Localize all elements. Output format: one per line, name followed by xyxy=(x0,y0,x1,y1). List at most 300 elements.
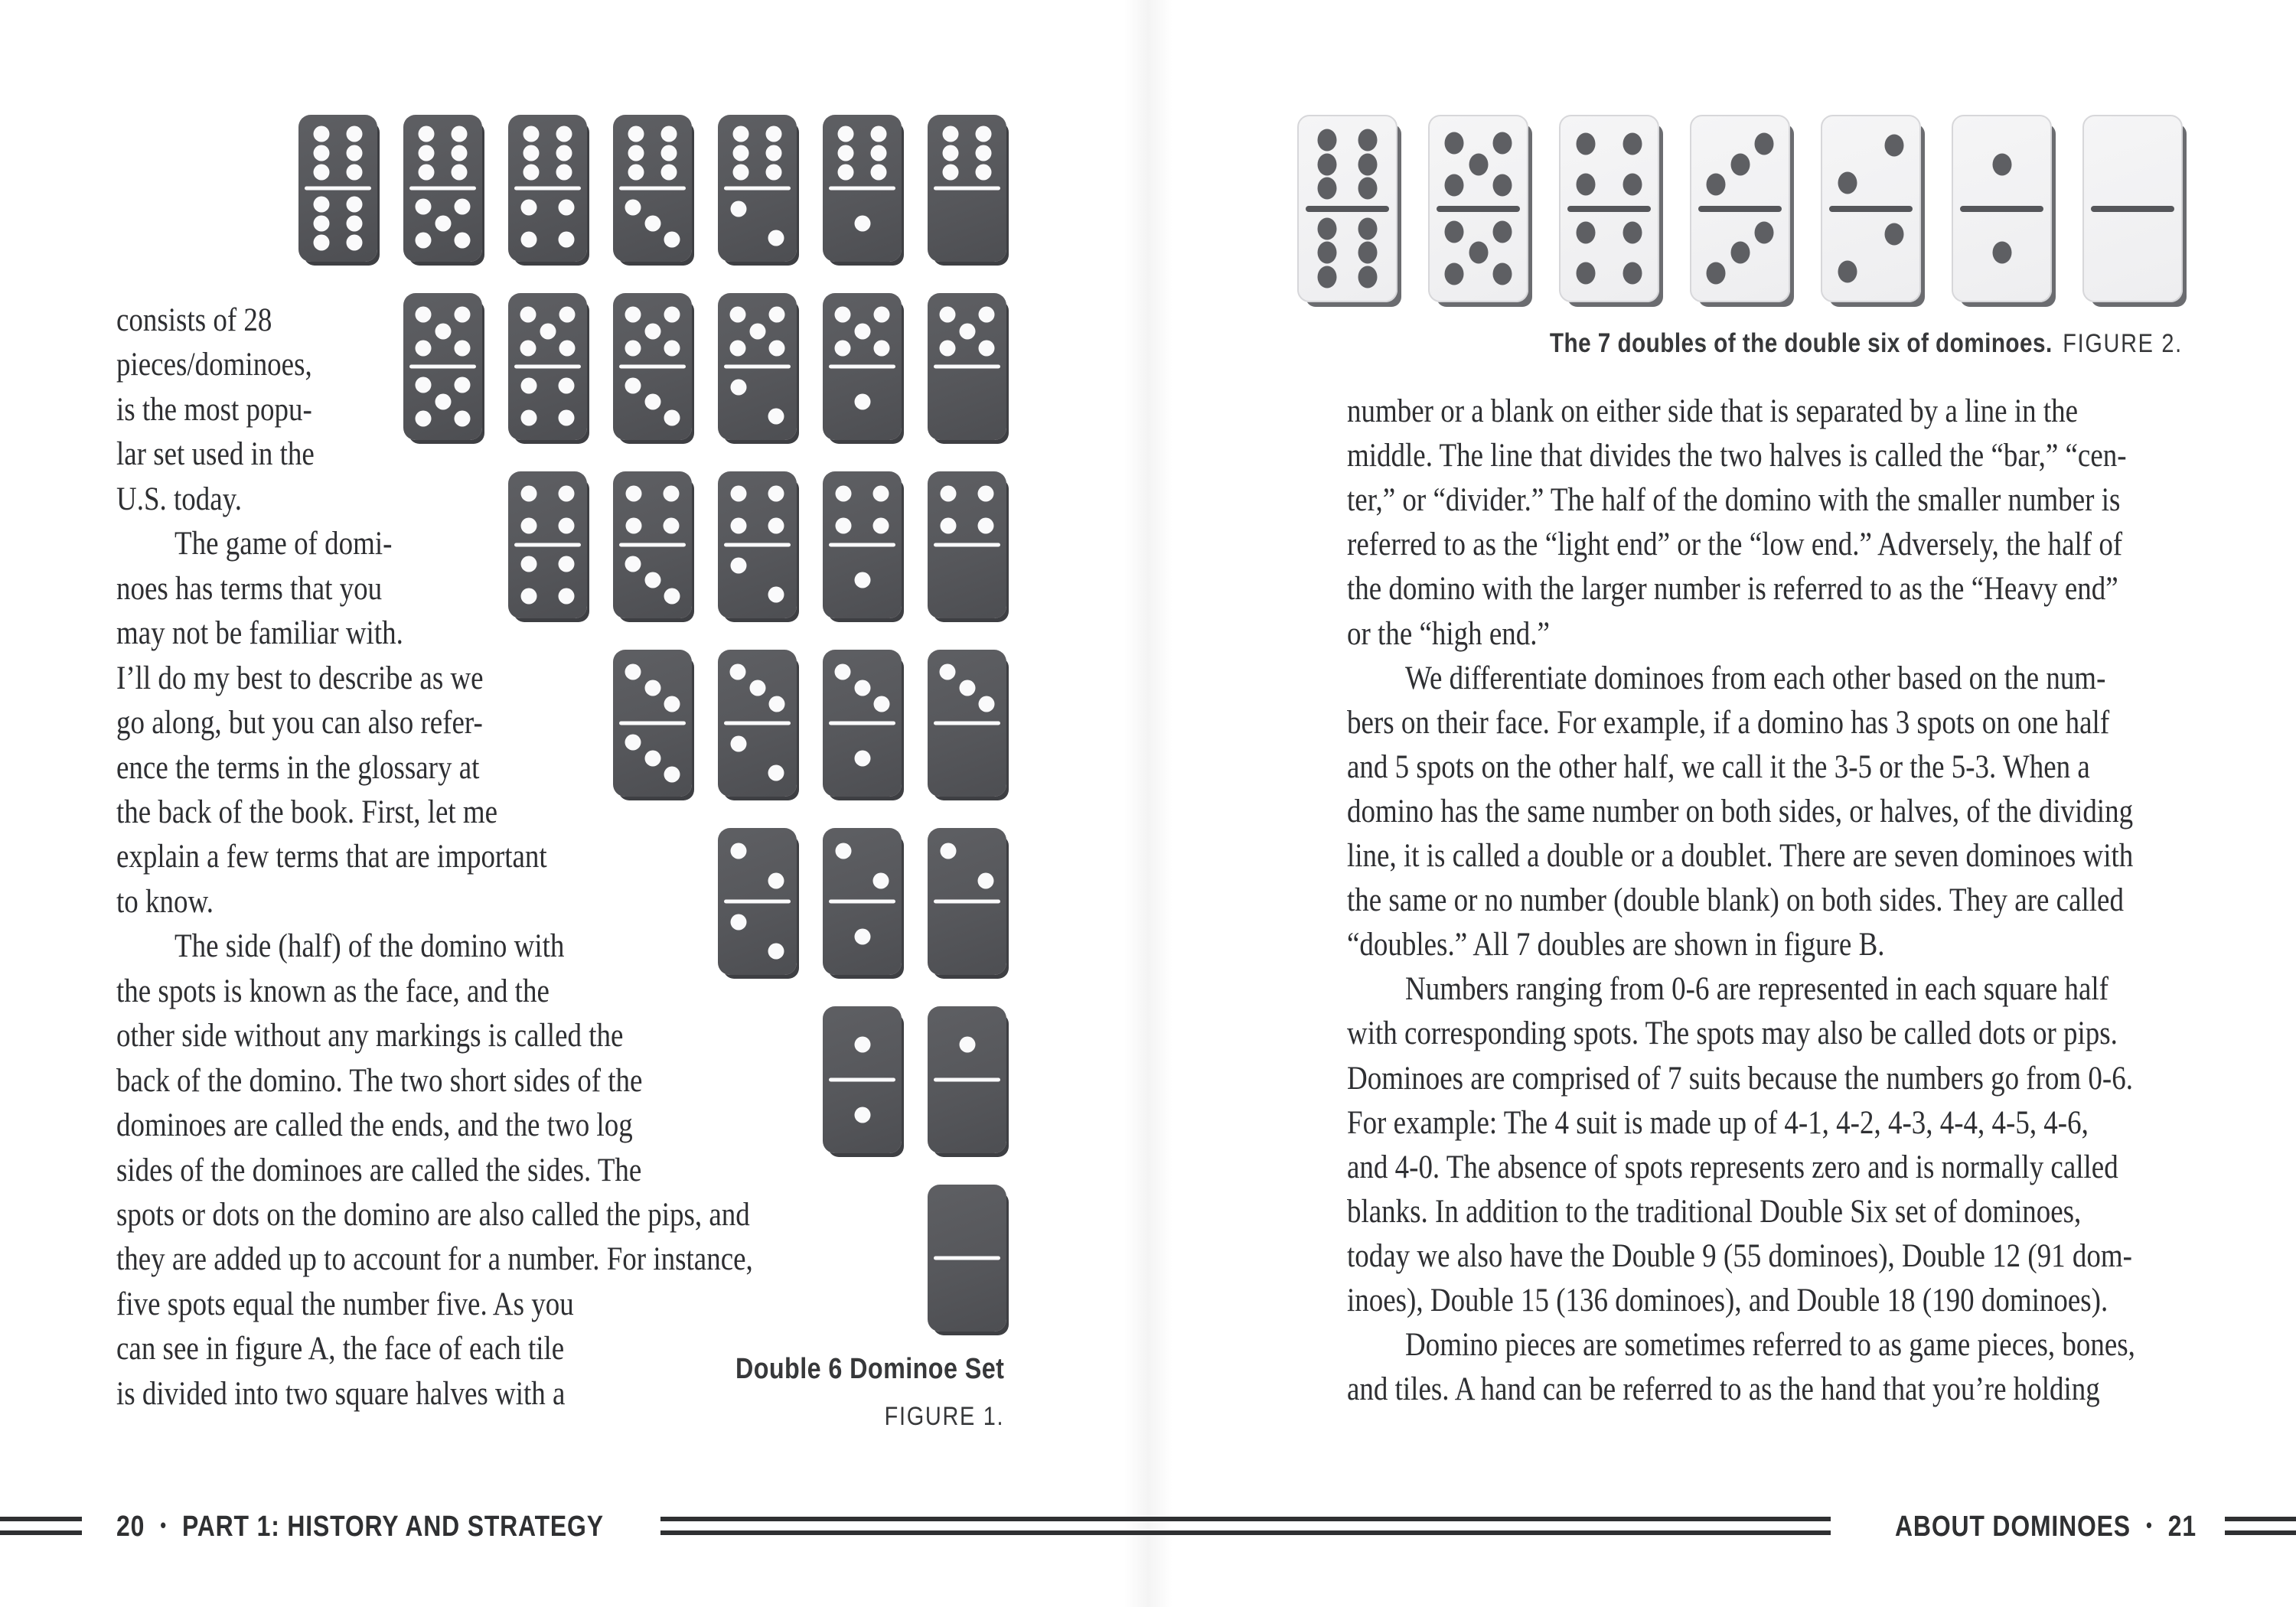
pip xyxy=(768,230,784,246)
figure-1-caption-label: FIGURE 1. xyxy=(884,1402,1004,1431)
pip xyxy=(559,377,575,393)
pip xyxy=(559,588,575,605)
text-line: pieces/dominoes, xyxy=(116,347,312,383)
pip xyxy=(455,377,471,393)
right-page-number: 21 xyxy=(2167,1511,2197,1543)
domino-2-1 xyxy=(823,828,902,975)
pip xyxy=(959,680,975,696)
pip xyxy=(834,306,850,322)
pip xyxy=(661,145,677,161)
pip xyxy=(1577,133,1596,155)
pip xyxy=(644,394,660,410)
pip xyxy=(559,340,576,356)
pip xyxy=(559,485,575,501)
domino-half xyxy=(1561,124,1658,205)
text-line: spots or dots on the domino are also called the pips, and xyxy=(116,1197,750,1233)
pip xyxy=(418,165,434,181)
pip xyxy=(625,306,641,322)
domino-divider xyxy=(724,900,791,904)
domino-divider xyxy=(934,722,1000,725)
pip xyxy=(625,734,641,750)
pip xyxy=(854,751,870,767)
pip xyxy=(418,145,434,161)
domino-6-6 xyxy=(298,115,377,262)
text-line: blanks. In addition to the traditional Double Six set of dominoes, xyxy=(1347,1194,2082,1230)
pip xyxy=(559,556,575,572)
pip xyxy=(644,323,660,339)
domino-half xyxy=(403,191,482,256)
domino-half xyxy=(928,121,1006,185)
domino-half xyxy=(403,121,482,185)
pip xyxy=(749,323,765,339)
pip xyxy=(959,1036,975,1052)
pip xyxy=(661,165,677,181)
pip xyxy=(732,165,748,181)
pip xyxy=(435,394,451,410)
domino-3-0 xyxy=(928,650,1006,797)
domino-half xyxy=(823,478,902,542)
domino-half xyxy=(613,191,692,256)
domino-divider xyxy=(305,187,371,191)
domino-4-3 xyxy=(613,471,692,618)
text-line: can see in figure A, the face of each tile xyxy=(116,1331,565,1367)
domino-2-0 xyxy=(928,828,1006,975)
pip xyxy=(415,377,431,393)
domino-divider xyxy=(514,543,581,547)
text-line: the spots is known as the face, and the xyxy=(116,973,550,1009)
domino-half xyxy=(508,121,587,185)
footer-bullet: • xyxy=(2146,1514,2153,1537)
domino-divider xyxy=(724,543,791,547)
pip xyxy=(625,377,641,393)
pip xyxy=(520,485,536,501)
text-line: U.S. today. xyxy=(116,481,243,517)
pip xyxy=(1493,132,1512,155)
pip xyxy=(520,556,536,572)
pip xyxy=(976,165,992,181)
pip xyxy=(661,125,677,142)
pip xyxy=(1358,217,1378,240)
footer-rule xyxy=(660,1517,1831,1521)
right-footer-label: ABOUT DOMINOES xyxy=(1895,1511,2131,1543)
pip xyxy=(1469,242,1488,264)
domino-half xyxy=(823,834,902,898)
domino-half xyxy=(1953,124,2050,205)
domino-divider xyxy=(829,365,895,369)
pip xyxy=(837,165,853,181)
pip xyxy=(1444,132,1463,155)
pip xyxy=(556,145,572,161)
text-line: We differentiate dominoes from each other based on the num- xyxy=(1405,660,2106,696)
pip xyxy=(628,125,644,142)
pip xyxy=(1623,221,1642,243)
pip xyxy=(874,340,890,356)
pip xyxy=(455,199,471,215)
domino-divider xyxy=(724,365,791,369)
domino-half xyxy=(1822,212,1919,293)
pip xyxy=(452,165,468,181)
domino-divider xyxy=(619,365,686,369)
domino-half xyxy=(718,548,797,612)
domino-half xyxy=(928,1083,1006,1147)
domino-half xyxy=(823,1012,902,1077)
pip xyxy=(1358,242,1378,264)
pip xyxy=(455,233,471,249)
text-line: may not be familiar with. xyxy=(116,615,403,651)
pip xyxy=(644,216,660,232)
pip xyxy=(976,125,992,142)
domino-half xyxy=(1561,212,1658,293)
domino-divider xyxy=(1567,206,1651,212)
domino-divider xyxy=(934,365,1000,369)
domino-half xyxy=(403,299,482,363)
pip xyxy=(768,765,784,781)
pip xyxy=(435,323,451,339)
domino-half xyxy=(613,726,692,790)
pip xyxy=(1317,217,1336,240)
domino-5-5 xyxy=(1428,115,1528,302)
domino-half xyxy=(718,370,797,434)
pip xyxy=(768,409,784,425)
text-line: five spots equal the number five. As you xyxy=(116,1286,574,1322)
pip xyxy=(854,680,870,696)
domino-half xyxy=(928,478,1006,542)
pip xyxy=(873,873,889,889)
domino-5-1 xyxy=(823,293,902,440)
domino-half xyxy=(928,370,1006,434)
text-line: The game of domi- xyxy=(174,526,393,562)
domino-half xyxy=(928,905,1006,969)
pip xyxy=(874,696,890,712)
pip xyxy=(729,663,745,680)
domino-half xyxy=(613,370,692,434)
pip xyxy=(729,340,745,356)
domino-half xyxy=(718,905,797,969)
text-line: and 5 spots on the other half, we call it the 3-5 or the 5-3. When a xyxy=(1347,749,2090,785)
domino-half xyxy=(298,121,377,185)
pip xyxy=(940,518,956,534)
domino-half xyxy=(823,548,902,612)
text-line: the domino with the larger number is referred to as the “Heavy end” xyxy=(1347,571,2118,607)
pip xyxy=(1444,262,1463,285)
pip xyxy=(1838,260,1857,282)
pip xyxy=(730,200,746,217)
pip xyxy=(1317,242,1336,264)
text-line: to know. xyxy=(116,884,214,920)
text-line: bers on their face. For example, if a domino has 3 spots on one half xyxy=(1347,705,2110,741)
pip xyxy=(664,232,680,248)
footer-rule xyxy=(0,1517,82,1521)
domino-half xyxy=(823,1083,902,1147)
figure-2-caption xyxy=(1550,329,2183,358)
text-line: number or a blank on either side that is separated by a line in the xyxy=(1347,393,2079,429)
domino-half xyxy=(928,191,1006,256)
pip xyxy=(835,843,851,859)
pip xyxy=(730,914,746,930)
pip xyxy=(732,125,748,142)
pip xyxy=(729,306,745,322)
pip xyxy=(559,518,575,534)
domino-divider xyxy=(619,722,686,725)
domino-6-3 xyxy=(613,115,692,262)
pip xyxy=(625,485,641,501)
pip xyxy=(1623,133,1642,155)
domino-half xyxy=(1691,124,1789,205)
pip xyxy=(854,1036,870,1052)
pip xyxy=(455,340,471,356)
domino-6-0 xyxy=(928,115,1006,262)
text-line: is the most popu- xyxy=(116,392,312,428)
domino-divider xyxy=(409,187,476,191)
pip xyxy=(452,125,468,142)
pip xyxy=(559,232,575,248)
domino-half xyxy=(508,548,587,612)
domino-half xyxy=(928,656,1006,720)
domino-half xyxy=(718,299,797,363)
text-line: they are added up to account for a number. For instance, xyxy=(116,1241,753,1277)
figure-2-caption-label: FIGURE 2. xyxy=(2063,329,2183,358)
domino-6-1 xyxy=(823,115,902,262)
pip xyxy=(835,518,851,534)
pip xyxy=(628,165,644,181)
pip xyxy=(1317,153,1336,175)
right-page-footer xyxy=(1895,1510,2197,1542)
domino-half xyxy=(1430,124,1527,205)
domino-half xyxy=(2084,124,2181,205)
left-footer-label: PART 1: HISTORY AND STRATEGY xyxy=(182,1511,604,1543)
domino-1-0 xyxy=(928,1006,1006,1153)
pip xyxy=(664,767,680,783)
pip xyxy=(1577,262,1596,284)
pip xyxy=(520,377,536,393)
text-line: sides of the dominoes are called the sides. The xyxy=(116,1152,642,1188)
domino-divider xyxy=(514,187,581,191)
domino-4-2 xyxy=(718,471,797,618)
domino-half xyxy=(613,121,692,185)
text-line: The side (half) of the domino with xyxy=(174,928,565,964)
pip xyxy=(559,199,575,215)
domino-5-5 xyxy=(403,293,482,440)
domino-half xyxy=(718,726,797,790)
pip xyxy=(664,340,680,356)
pip xyxy=(313,196,329,212)
pip xyxy=(1623,262,1642,284)
text-line: “doubles.” All 7 doubles are shown in figure B. xyxy=(1347,927,1885,963)
pip xyxy=(625,518,641,534)
pip xyxy=(313,125,329,142)
pip xyxy=(939,340,955,356)
text-line: explain a few terms that are important xyxy=(116,839,547,875)
pip xyxy=(939,306,955,322)
text-line: today we also have the Double 9 (55 dominoes), Double 12 (91 dom- xyxy=(1347,1238,2132,1274)
domino-half xyxy=(823,121,902,185)
domino-half xyxy=(613,299,692,363)
domino-6-4 xyxy=(508,115,587,262)
pip xyxy=(1577,174,1596,196)
footer-bullet: • xyxy=(160,1514,167,1537)
text-line: or the “high end.” xyxy=(1347,616,1550,652)
domino-half xyxy=(1691,212,1789,293)
pip xyxy=(732,145,748,161)
pip xyxy=(871,125,887,142)
text-line: I’ll do my best to describe as we xyxy=(116,660,484,696)
pip xyxy=(625,199,641,215)
pip xyxy=(347,125,363,142)
pip xyxy=(874,306,890,322)
pip xyxy=(1838,172,1857,194)
pip xyxy=(523,165,539,181)
pip xyxy=(1577,221,1596,243)
pip xyxy=(520,306,536,322)
domino-1-1 xyxy=(823,1006,902,1153)
pip xyxy=(415,411,431,427)
domino-divider xyxy=(1437,206,1520,212)
pip xyxy=(1358,266,1378,288)
pip xyxy=(556,165,572,181)
pip xyxy=(1730,153,1750,175)
domino-divider xyxy=(514,365,581,369)
domino-half xyxy=(928,834,1006,898)
pip xyxy=(520,232,536,248)
domino-divider xyxy=(829,187,895,191)
domino-2-2 xyxy=(718,828,797,975)
text-line: lar set used in the xyxy=(116,436,315,472)
pip xyxy=(768,873,784,889)
pip xyxy=(415,306,431,322)
pip xyxy=(942,165,958,181)
pip xyxy=(854,323,870,339)
pip xyxy=(979,340,995,356)
pip xyxy=(834,663,850,680)
page-gutter xyxy=(1124,0,1172,1607)
domino-half xyxy=(613,548,692,612)
pip xyxy=(1358,153,1378,175)
pip xyxy=(664,588,680,605)
pip xyxy=(1358,129,1378,151)
pip xyxy=(939,663,955,680)
domino-half xyxy=(823,370,902,434)
pip xyxy=(940,485,956,501)
domino-half xyxy=(718,834,797,898)
pip xyxy=(347,165,363,181)
pip xyxy=(415,233,431,249)
pip xyxy=(871,145,887,161)
pip xyxy=(313,216,329,232)
pip xyxy=(766,165,782,181)
domino-divider xyxy=(934,1257,1000,1260)
pip xyxy=(418,125,434,142)
text-line: noes has terms that you xyxy=(116,571,383,607)
domino-half xyxy=(928,726,1006,790)
domino-divider xyxy=(829,1078,895,1082)
pip xyxy=(834,340,850,356)
pip xyxy=(769,306,785,322)
domino-half xyxy=(1953,212,2050,293)
pip xyxy=(1884,135,1903,157)
domino-divider xyxy=(934,543,1000,547)
text-line: Dominoes are comprised of 7 suits because the numbers go from 0-6. xyxy=(1347,1061,2133,1097)
pip xyxy=(978,873,994,889)
pip xyxy=(1317,129,1336,151)
pip xyxy=(976,145,992,161)
pip xyxy=(559,306,576,322)
pip xyxy=(1317,266,1336,288)
pip xyxy=(979,306,995,322)
domino-5-3 xyxy=(613,293,692,440)
domino-half xyxy=(718,191,797,256)
pip xyxy=(1493,262,1512,285)
footer-rule xyxy=(0,1530,82,1535)
pip xyxy=(769,340,785,356)
text-line: is divided into two square halves with a xyxy=(116,1376,566,1412)
pip xyxy=(940,843,956,859)
domino-3-1 xyxy=(823,650,902,797)
domino-half xyxy=(718,478,797,542)
text-line: ence the terms in the glossary at xyxy=(116,750,480,786)
domino-half xyxy=(823,726,902,790)
text-line: line, it is called a double or a doublet. There are seven dominoes with xyxy=(1347,838,2134,874)
pip xyxy=(520,518,536,534)
pip xyxy=(854,216,870,232)
domino-0-0 xyxy=(928,1185,1006,1332)
pip xyxy=(559,410,575,426)
pip xyxy=(1884,223,1903,245)
domino-1-1 xyxy=(1952,115,2052,302)
pip xyxy=(730,518,746,534)
domino-half xyxy=(823,905,902,969)
domino-divider xyxy=(2091,206,2174,212)
pip xyxy=(628,145,644,161)
left-page-number: 20 xyxy=(116,1511,145,1543)
pip xyxy=(730,557,746,573)
domino-half xyxy=(2084,212,2181,293)
domino-4-4 xyxy=(508,471,587,618)
pip xyxy=(455,306,471,322)
pip xyxy=(854,572,870,588)
domino-divider xyxy=(934,1078,1000,1082)
domino-divider xyxy=(934,187,1000,191)
text-line: consists of 28 xyxy=(116,302,272,338)
pip xyxy=(835,485,851,501)
domino-6-2 xyxy=(718,115,797,262)
pip xyxy=(435,216,451,232)
pip xyxy=(1992,153,2011,175)
text-line: with corresponding spots. The spots may also be called dots or pips. xyxy=(1347,1015,2118,1051)
domino-divider xyxy=(1960,206,2043,212)
pip xyxy=(644,572,660,588)
pip xyxy=(1358,178,1378,200)
domino-3-3 xyxy=(613,650,692,797)
pip xyxy=(854,1107,870,1123)
pip xyxy=(664,518,680,534)
domino-half xyxy=(718,121,797,185)
pip xyxy=(768,485,784,501)
pip xyxy=(959,323,975,339)
pip xyxy=(730,485,746,501)
pip xyxy=(1493,174,1512,197)
pip xyxy=(1706,262,1725,284)
left-page-footer xyxy=(116,1510,604,1542)
pip xyxy=(520,410,536,426)
domino-divider xyxy=(1306,206,1389,212)
pip xyxy=(730,843,746,859)
pip xyxy=(520,199,536,215)
pip xyxy=(942,145,958,161)
pip xyxy=(625,663,641,680)
domino-divider xyxy=(829,543,895,547)
domino-half xyxy=(823,191,902,256)
domino-divider xyxy=(409,365,476,369)
